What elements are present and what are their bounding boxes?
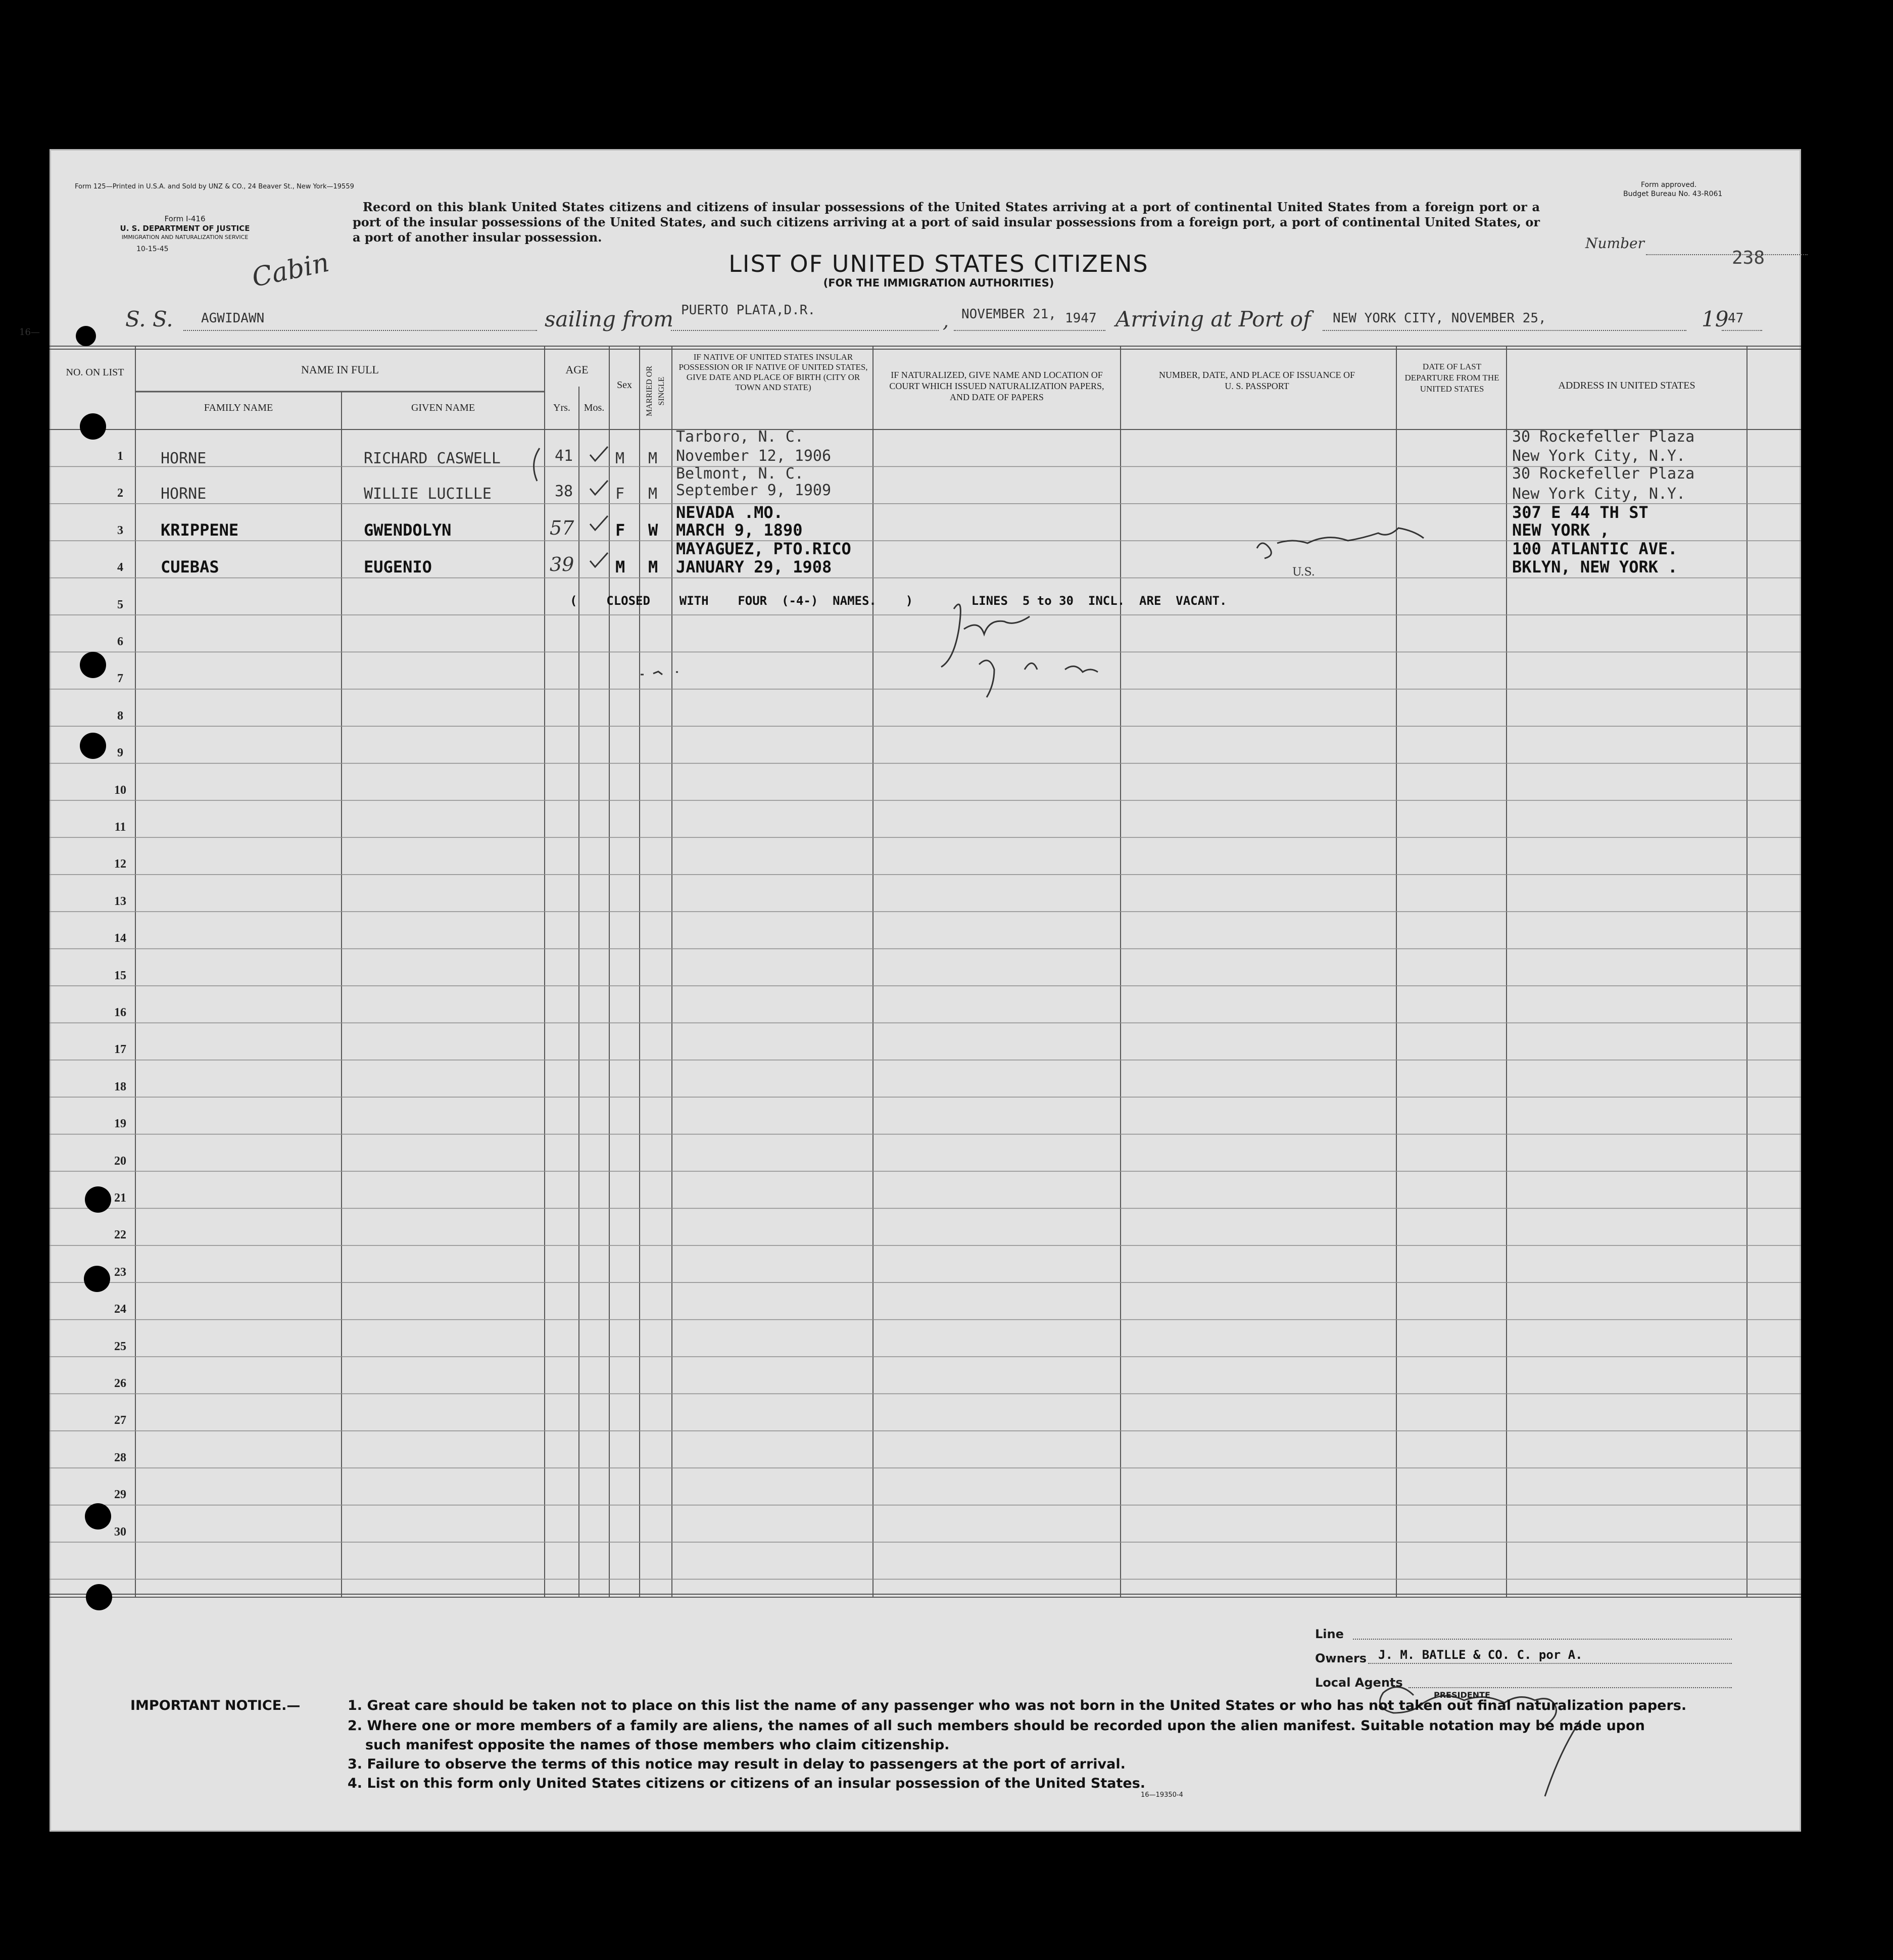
header-name-in-full: NAME IN FULL <box>301 363 379 376</box>
birth-date: MARCH 9, 1890 <box>676 520 803 540</box>
header-native-birth: IF NATIVE OF UNITED STATES INSULAR POSSESSION OR IF NATIVE OF UNITED STATES, GIVE DATE AND PLACE OF BIRTH (CITY OR TOWN AND STATE) <box>678 352 868 392</box>
given-name: RICHARD CASWELL <box>364 450 501 467</box>
comma: , <box>943 310 949 332</box>
sex: F <box>615 520 625 540</box>
marital-status: M <box>648 485 658 503</box>
notice-4: 4. List on this form only United States citizens or citizens of an insular possession of the United States. <box>348 1776 1146 1791</box>
margin-code: 16— <box>19 327 40 338</box>
birth-place: Belmont, N. C. <box>676 465 804 483</box>
notice-3: 3. Failure to observe the terms of this notice may result in delay to passengers at the port of arrival. <box>348 1756 1126 1772</box>
header-sex: Sex <box>617 379 632 391</box>
binder-hole <box>84 1266 110 1292</box>
birth-place: NEVADA .MO. <box>676 503 783 522</box>
row-number: 5 <box>117 598 123 611</box>
birth-date: JANUARY 29, 1908 <box>676 557 832 577</box>
row-number: 15 <box>114 969 126 982</box>
page-title: LIST OF UNITED STATES CITIZENS <box>729 250 1149 277</box>
address-line-2: New York City, N.Y. <box>1512 447 1686 465</box>
birth-date: September 9, 1909 <box>676 482 832 499</box>
form-instructions: Record on this blank United States citizens and citizens of insular possessions of the United States arriving at a port of continental United States from a foreign port or a port of the insular possessions of the United States, and such citizens arriving at a port of said insular possessions from a foreign port, a port of continental United States, or a port of another insular possession. <box>353 200 1540 245</box>
class-note: Cabin <box>249 247 332 294</box>
line-underline <box>1353 1639 1732 1640</box>
row-number: 29 <box>114 1488 126 1502</box>
header-address: ADDRESS IN UNITED STATES <box>1558 380 1695 391</box>
family-name: HORNE <box>161 485 207 503</box>
arrival-port: NEW YORK CITY, NOVEMBER 25, <box>1333 311 1546 326</box>
binder-hole <box>80 733 106 759</box>
closing-statement: ( CLOSED WITH FOUR (-4-) NAMES. ) LINES 5 to 30 INCL. ARE VACANT. <box>570 594 1227 608</box>
header-given-name: GIVEN NAME <box>411 402 475 413</box>
form-date: 10-15-45 <box>136 245 169 253</box>
row-number: 26 <box>114 1377 126 1390</box>
given-name: EUGENIO <box>364 557 432 577</box>
row-number: 18 <box>114 1080 126 1093</box>
row-number: 30 <box>114 1525 126 1539</box>
row-number: 8 <box>117 709 123 723</box>
header-no-on-list: NO. ON LIST <box>66 367 124 378</box>
row-number: 24 <box>114 1303 126 1316</box>
header-married-single: MARRIED OR SINGLE <box>645 366 666 417</box>
family-name: HORNE <box>161 450 207 467</box>
row-number: 22 <box>114 1228 126 1242</box>
department: U. S. DEPARTMENT OF JUSTICE <box>120 224 250 233</box>
service: IMMIGRATION AND NATURALIZATION SERVICE <box>121 234 249 241</box>
sex: M <box>615 450 625 467</box>
handwritten-marks <box>50 149 1801 1832</box>
row-number: 12 <box>114 857 126 871</box>
header-family-name: FAMILY NAME <box>204 402 273 413</box>
notice-2-continued: such manifest opposite the names of those members who claim citizenship. <box>365 1737 950 1753</box>
family-name: CUEBAS <box>161 557 219 577</box>
sex: M <box>615 557 625 577</box>
address-line-2: BKLYN, NEW YORK . <box>1512 557 1678 577</box>
row-number: 19 <box>114 1117 126 1131</box>
ss-label: S. S. <box>125 307 173 331</box>
owners-underline <box>1368 1663 1732 1664</box>
line-label: Line <box>1315 1627 1344 1641</box>
header-naturalized: IF NATURALIZED, GIVE NAME AND LOCATION OF COURT WHICH ISSUED NATURALIZATION PAPERS, AND DATE OF PAPERS <box>889 370 1104 402</box>
binder-hole <box>80 413 106 440</box>
arrival-year: 47 <box>1728 311 1744 326</box>
address-line-2: NEW YORK , <box>1512 520 1610 540</box>
number-value: 238 <box>1732 248 1765 268</box>
ship-name: AGWIDAWN <box>201 311 265 326</box>
row-number: 28 <box>114 1451 126 1464</box>
birth-place: MAYAGUEZ, PTO.RICO <box>676 539 851 558</box>
notice-1: 1. Great care should be taken not to place on this list the name of any passenger who was not born in the United States or who has not taken out final naturalization papers. <box>348 1698 1687 1713</box>
row-number: 1 <box>117 450 123 463</box>
row-number: 25 <box>114 1340 126 1353</box>
arriving-label: Arriving at Port of <box>1115 307 1311 331</box>
us-mark: U.S. <box>1292 566 1315 579</box>
form-approved: Form approved. <box>1641 181 1697 189</box>
header-passport: NUMBER, DATE, AND PLACE OF ISSUANCE OF U. S. PASSPORT <box>1158 370 1355 391</box>
form-number: Form I-416 <box>164 214 206 223</box>
row-number: 14 <box>114 932 126 945</box>
marital-status: W <box>648 520 658 540</box>
given-name: WILLIE LUCILLE <box>364 485 492 503</box>
given-name: GWENDOLYN <box>364 520 452 540</box>
marital-status: M <box>648 450 658 467</box>
row-number: 23 <box>114 1265 126 1279</box>
birth-date: November 12, 1906 <box>676 447 832 465</box>
sailing-from: PUERTO PLATA,D.R. <box>681 303 816 318</box>
row-number: 3 <box>117 523 123 537</box>
age: 57 <box>550 517 574 539</box>
sex: F <box>615 485 625 503</box>
row-number: 11 <box>114 821 126 834</box>
sailing-label: sailing from <box>545 307 673 331</box>
binder-hole <box>76 326 96 346</box>
notice-2: 2. Where one or more members of a family are aliens, the names of all such members should be recorded upon the alien manifest. Suitable notation may be made upon <box>348 1718 1645 1734</box>
age: 41 <box>555 447 573 465</box>
address-line-1: 30 Rockefeller Plaza <box>1512 465 1695 483</box>
agents-underline <box>1409 1687 1732 1688</box>
address-line-1: 307 E 44 TH ST <box>1512 503 1648 522</box>
address-line-2: New York City, N.Y. <box>1512 485 1686 503</box>
agents-subtitle: PRESIDENTE <box>1434 1690 1490 1700</box>
binder-hole <box>86 1584 112 1610</box>
manifest-sheet <box>19 149 1801 1832</box>
birth-place: Tarboro, N. C. <box>676 428 804 446</box>
address-line-1: 100 ATLANTIC AVE. <box>1512 539 1678 558</box>
local-agents-label: Local Agents <box>1315 1676 1403 1690</box>
row-number: 4 <box>117 561 123 575</box>
marital-status: M <box>648 557 658 577</box>
sail-year: 1947 <box>1065 311 1097 326</box>
row-number: 17 <box>114 1043 126 1057</box>
budget-bureau: Budget Bureau No. 43-R061 <box>1623 190 1723 198</box>
row-number: 27 <box>114 1414 126 1427</box>
row-number: 16 <box>114 1006 126 1019</box>
printer-line: Form 125—Printed in U.S.A. and Sold by UNZ & CO., 24 Beaver St., New York—19559 <box>75 183 354 190</box>
row-number: 6 <box>117 635 123 648</box>
header-last-departure: DATE OF LAST DEPARTURE FROM THE UNITED STATES <box>1404 362 1499 394</box>
row-number: 7 <box>117 672 123 686</box>
sail-date: NOVEMBER 21, <box>961 307 1056 322</box>
age: 38 <box>555 483 573 500</box>
binder-hole <box>80 652 106 678</box>
header-age: AGE <box>565 363 589 376</box>
row-number: 21 <box>114 1191 126 1205</box>
page-subtitle: (FOR THE IMMIGRATION AUTHORITIES) <box>823 277 1054 289</box>
row-number: 13 <box>114 894 126 908</box>
number-label: Number <box>1585 235 1644 252</box>
row-number: 2 <box>117 487 123 500</box>
binder-hole <box>85 1503 111 1529</box>
row-number: 9 <box>117 746 123 760</box>
owners-label: Owners <box>1315 1651 1367 1665</box>
header-yrs: Yrs. <box>553 402 570 413</box>
owners-value: J. M. BATLLE & CO. C. por A. <box>1378 1648 1583 1662</box>
binder-hole <box>85 1186 111 1213</box>
header-mos: Mos. <box>584 402 605 413</box>
row-number: 10 <box>114 783 126 797</box>
age: 39 <box>550 553 574 576</box>
family-name: KRIPPENE <box>161 520 239 540</box>
notice-heading: IMPORTANT NOTICE.— <box>130 1698 301 1713</box>
address-line-1: 30 Rockefeller Plaza <box>1512 428 1695 446</box>
footer-code: 16—19350-4 <box>1141 1791 1183 1799</box>
arrival-year-prefix: 19 <box>1702 307 1729 331</box>
row-number: 20 <box>114 1154 126 1168</box>
